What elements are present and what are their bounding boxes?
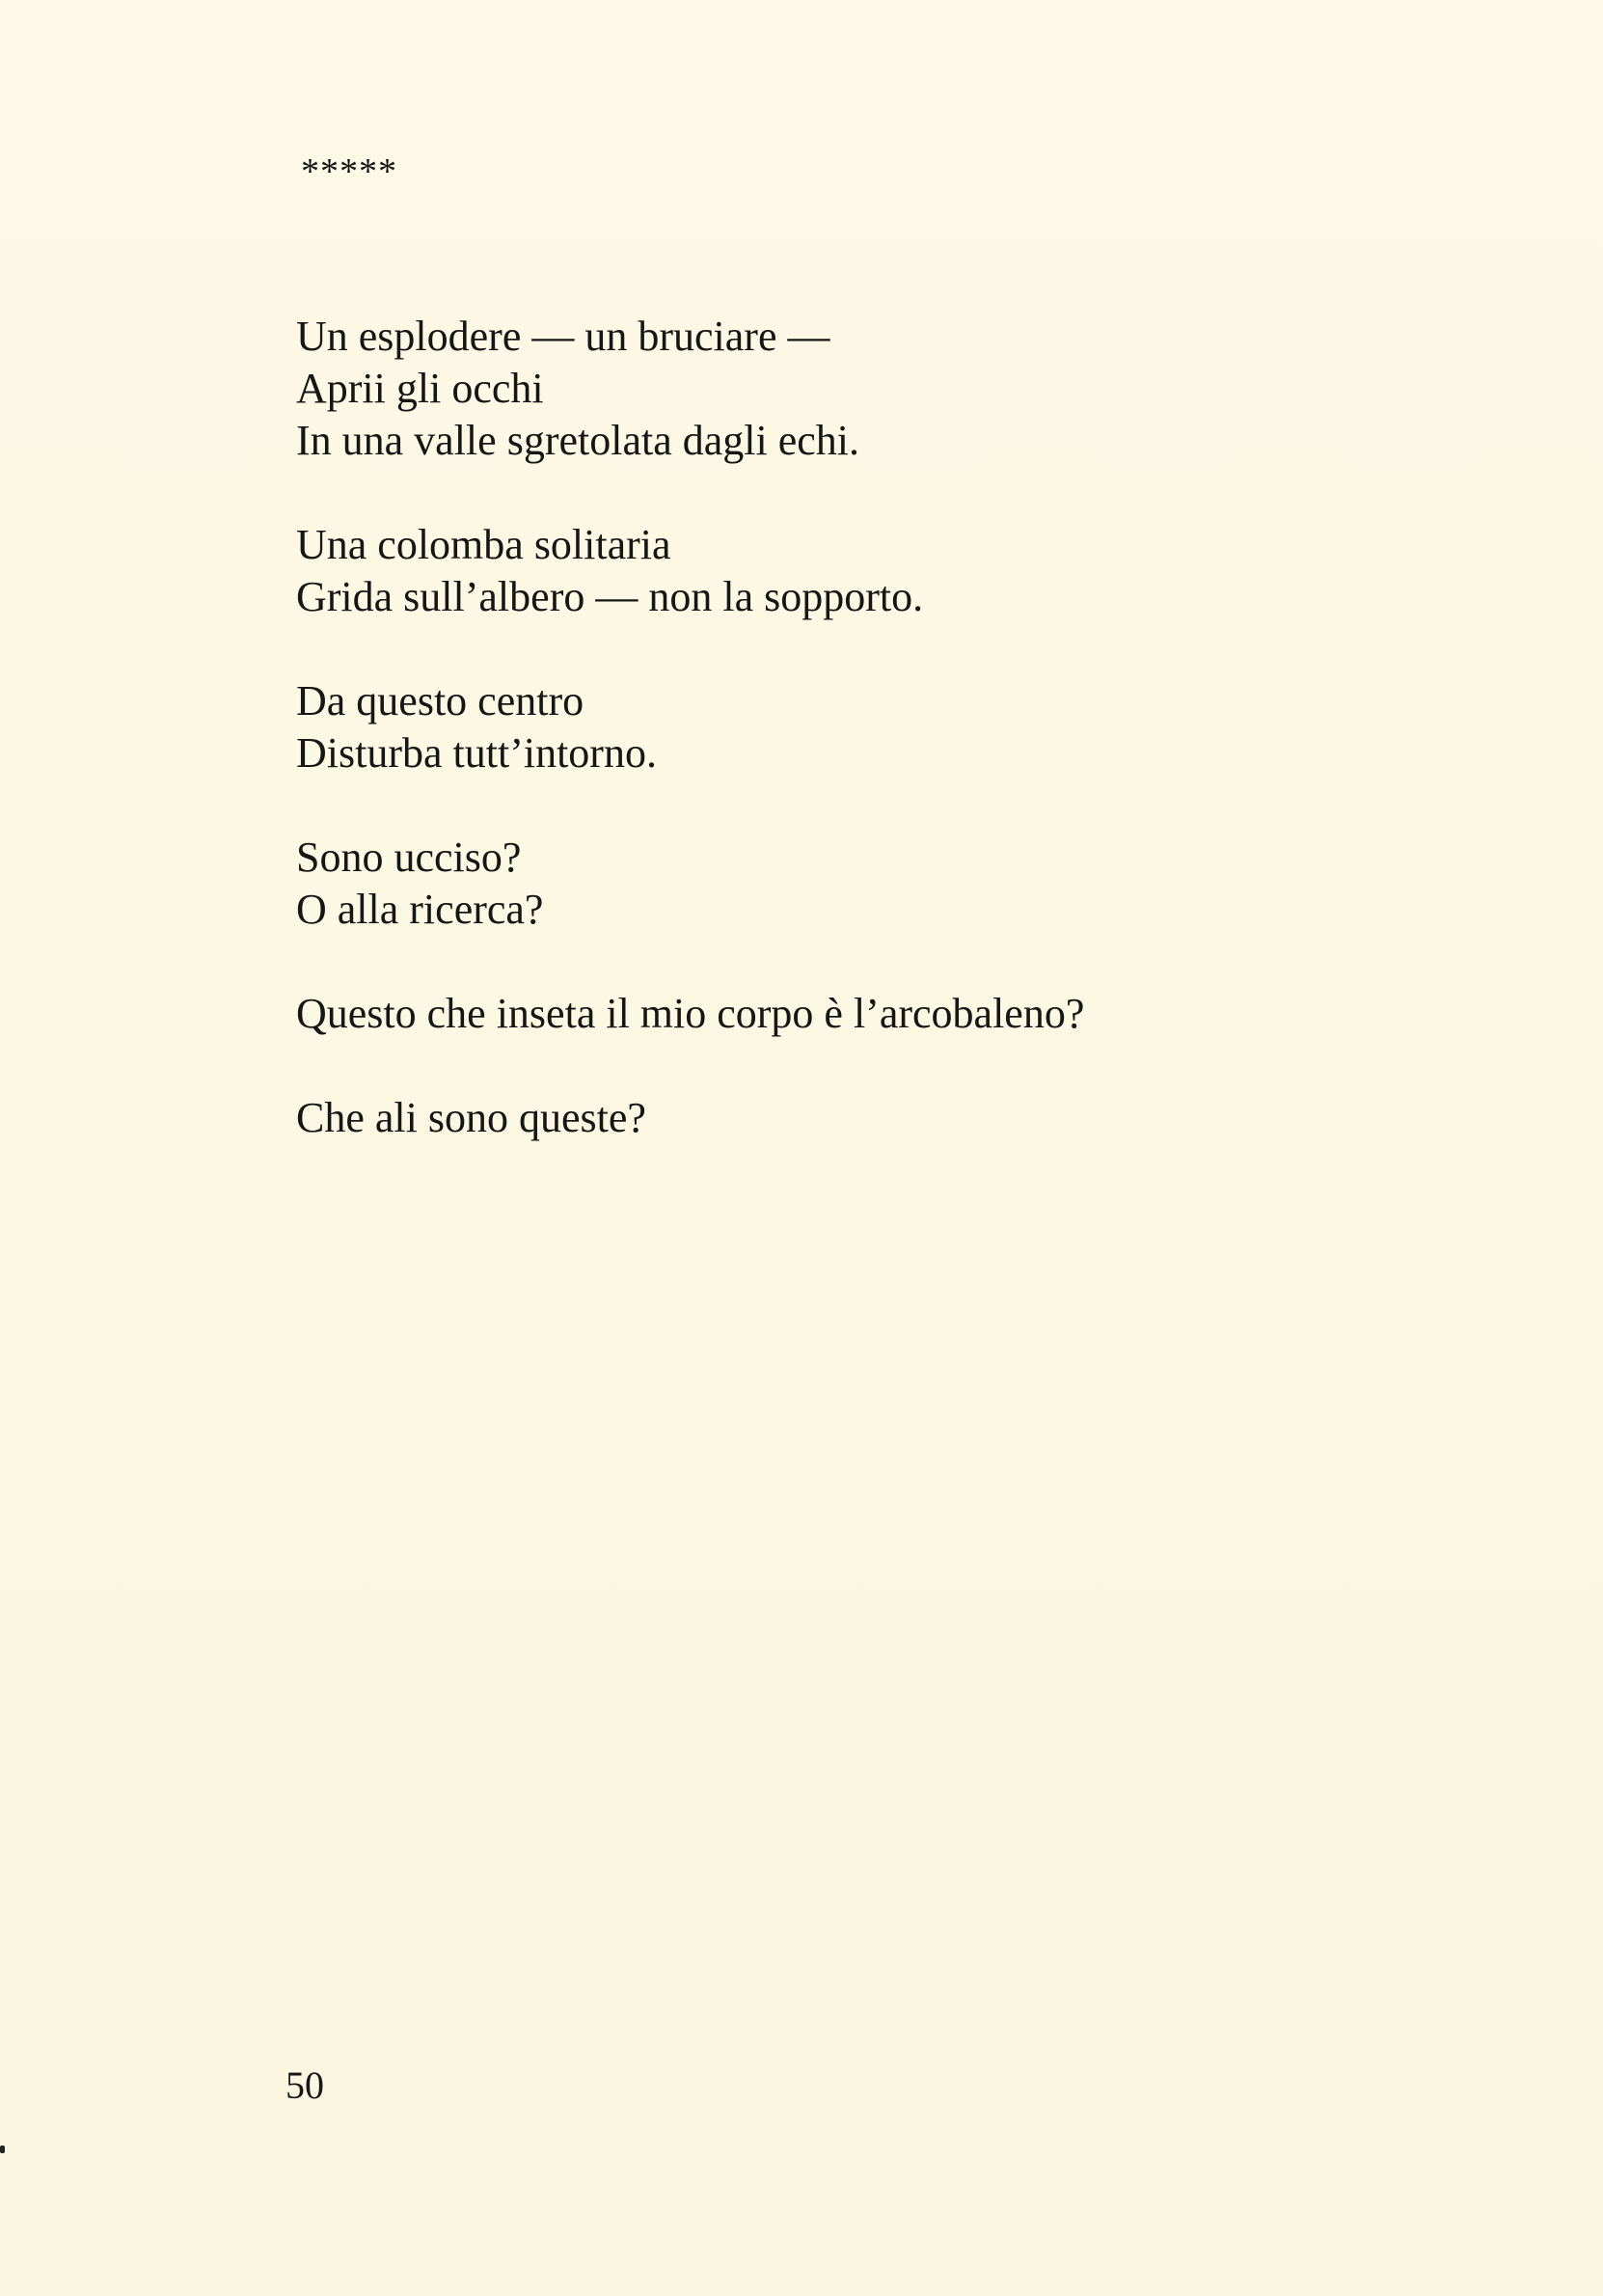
page-number: 50	[285, 2064, 324, 2107]
poem-line: Aprii gli occhi	[296, 365, 544, 412]
poem-line: In una valle sgretolata dagli echi.	[296, 417, 859, 464]
poem-line: Che ali sono queste?	[296, 1094, 646, 1141]
poem-line: Questo che inseta il mio corpo è l’arcobaleno?	[296, 990, 1085, 1037]
poem-stanza	[296, 832, 1357, 936]
poem	[296, 311, 1357, 1196]
poem-stanza	[296, 988, 1357, 1040]
poem-line: Disturba tutt’intorno.	[296, 729, 657, 777]
poem-line: Un esplodere — un bruciare —	[296, 313, 830, 360]
poem-stanza	[296, 519, 1357, 623]
poem-line: O alla ricerca?	[296, 886, 544, 933]
poem-line: Sono ucciso?	[296, 834, 522, 881]
poem-line: Grida sull’albero — non la sopporto.	[296, 573, 924, 620]
poem-stanza	[296, 311, 1357, 467]
poem-line: Da questo centro	[296, 677, 584, 724]
section-ornament: *****	[301, 151, 397, 192]
scan-speck	[0, 2146, 5, 2153]
poem-stanza	[296, 675, 1357, 779]
poem-line: Una colomba solitaria	[296, 521, 671, 568]
poem-stanza	[296, 1092, 1357, 1144]
